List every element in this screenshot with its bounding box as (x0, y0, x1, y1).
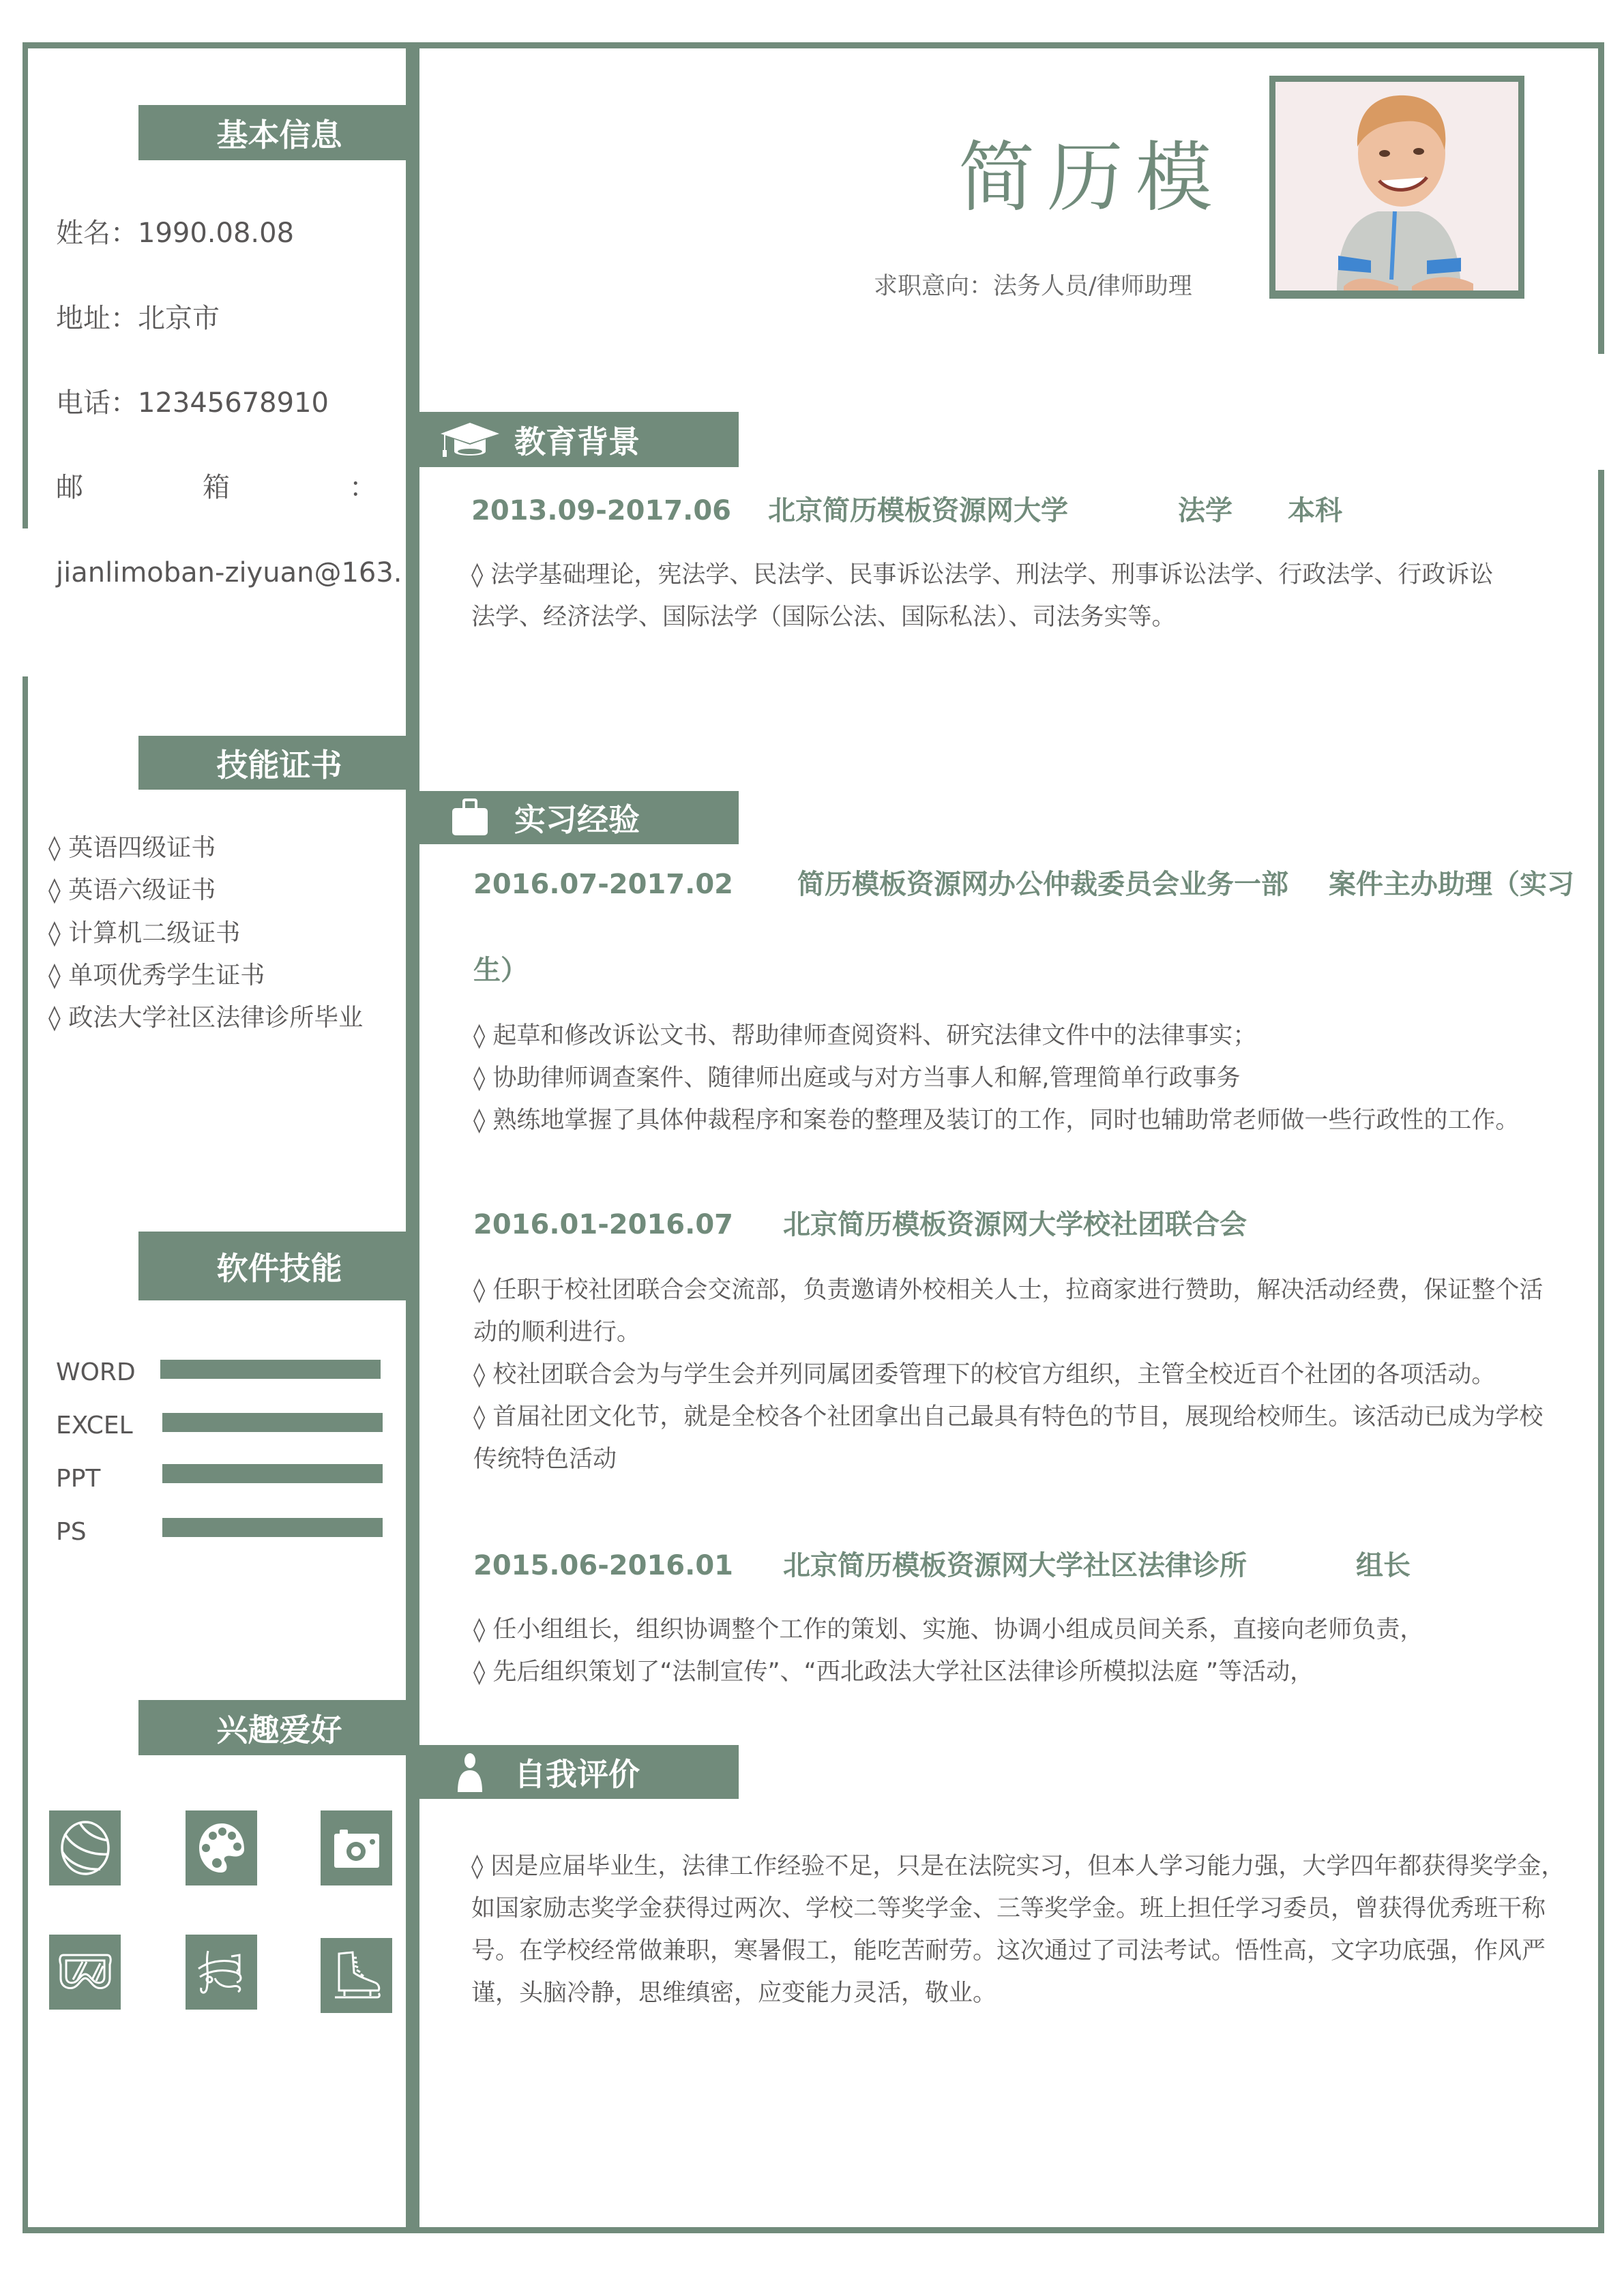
hobby-skating (321, 1938, 392, 2013)
experience-date: 2016.07-2017.02 (473, 869, 733, 900)
section-header-self-evaluation (419, 1745, 739, 1799)
page-title: 简历模 (958, 134, 1224, 222)
description-line: 号。在学校经常做兼职，寒暑假工，能吃苦耐劳。这次通过了司法考试。悟性高，文字功底强，作风严 (471, 1937, 1546, 1965)
certificate-item: ◊ 政法大学社区法律诊所毕业 (48, 1004, 364, 1032)
column-divider (406, 42, 419, 2233)
experience-description (473, 1609, 1592, 1693)
description-line: ◊ 任职于校社团联合会交流部，负责邀请外校相关人士，拉商家进行赞助，解决活动经费，保证整个活 (473, 1277, 1544, 1304)
section-title: 基本信息 (216, 116, 342, 153)
frame-right-upper (1598, 42, 1604, 354)
description-line: ◊ 熟练地掌握了具体仲裁程序和案卷的整理及装订的工作，同时也辅助常老师做一些行政性的工作。 (473, 1107, 1520, 1134)
education-degree: 本科 (1288, 495, 1342, 526)
experience-role: 组长 (1356, 1550, 1411, 1581)
description-line: 动的顺利进行。 (473, 1319, 641, 1346)
description-line: 传统特色活动 (473, 1446, 617, 1473)
goggles-icon (58, 1951, 113, 1993)
name-row: 姓名：1990.08.08 (56, 218, 295, 249)
profile-photo (1269, 76, 1524, 299)
certificate-item: ◊ 英语四级证书 (48, 834, 216, 862)
description-line: 如国家励志奖学金获得过两次、学校二等奖学金、三等奖学金。班上担任学习委员，曾获得优秀班干称 (471, 1895, 1546, 1922)
software-level-bar (160, 1360, 381, 1379)
certificate-item: ◊ 英语六级证书 (48, 876, 216, 904)
education-major: 法学 (1178, 495, 1232, 526)
description-line: 谨，头脑冷静，思维缜密，应变能力灵活，敬业。 (471, 1980, 997, 2007)
section-title: 软件技能 (216, 1249, 342, 1287)
music-icon (194, 1948, 249, 1996)
email-label-char: ： (349, 472, 377, 503)
experience-org: 北京简历模板资源网大学社区法律诊所 (783, 1550, 1247, 1581)
section-header-software (138, 1232, 407, 1300)
phone-row: 电话：12345678910 (56, 387, 329, 419)
description-line: 法学、经济法学、国际法学（国际公法、国际私法）、司法务实等。 (471, 603, 1176, 631)
frame-top (23, 42, 1604, 48)
job-objective: 求职意向：法务人员/律师助理 (874, 273, 1192, 300)
experience-role: 案件主办助理（实习 (1329, 869, 1574, 900)
experience-org: 简历模板资源网办公仲裁委员会业务一部 (797, 869, 1288, 900)
camera-icon (333, 1827, 381, 1869)
ice-skate-icon (332, 1950, 381, 2001)
section-header-basic-info (138, 105, 407, 160)
education-description (471, 554, 1590, 638)
email-label-char: 邮 (56, 472, 83, 503)
ball-icon (59, 1820, 111, 1876)
software-name: EXCEL (56, 1412, 133, 1440)
self-evaluation-text (471, 1845, 1604, 2014)
section-header-education (419, 412, 739, 467)
avatar (1275, 82, 1518, 290)
email-label (56, 474, 377, 501)
email-value[interactable]: jianlimoban-ziyuan@163. (56, 557, 402, 588)
section-title: 教育背景 (514, 423, 640, 460)
section-header-certificates (138, 736, 407, 790)
section-title: 自我评价 (514, 1755, 640, 1793)
experience-org: 北京简历模板资源网大学校社团联合会 (783, 1209, 1247, 1240)
software-name: PPT (56, 1465, 101, 1493)
description-line: ◊ 首届社团文化节，就是全校各个社团拿出自己最具有特色的节目，展现给校师生。该活动已成为学校 (473, 1403, 1544, 1431)
hobby-painting (186, 1810, 257, 1885)
frame-left-lower (23, 676, 28, 2233)
description-line: ◊ 协助律师调查案件、随律师出庭或与对方当事人和解,管理简单行政事务 (473, 1064, 1241, 1092)
section-title: 技能证书 (216, 746, 342, 784)
education-school: 北京简历模板资源网大学 (768, 495, 1068, 526)
frame-left-upper (23, 42, 28, 528)
experience-description (473, 1269, 1592, 1480)
experience-description (473, 1015, 1592, 1142)
graduation-cap-icon (439, 421, 501, 458)
description-line: ◊ 校社团联合会为与学生会并列同属团委管理下的校官方组织，主管全校近百个社团的各项活动。 (473, 1361, 1496, 1388)
hobby-photography (321, 1810, 392, 1885)
software-level-bar (162, 1413, 383, 1432)
description-line: ◊ 法学基础理论，宪法学、民法学、民事诉讼法学、刑法学、刑事诉讼法学、行政法学、行政诉讼 (471, 561, 1494, 588)
experience-date: 2016.01-2016.07 (473, 1209, 733, 1240)
address-row: 地址：北京市 (56, 303, 220, 334)
software-name: WORD (56, 1358, 136, 1386)
section-title: 实习经验 (514, 801, 640, 838)
hobby-skiing (49, 1935, 121, 2010)
software-name: PS (56, 1518, 87, 1546)
software-level-bar (162, 1518, 383, 1537)
software-level-bar (162, 1464, 383, 1483)
email-label-char: 箱 (203, 472, 230, 503)
education-date: 2013.09-2017.06 (471, 495, 731, 526)
person-icon (455, 1753, 485, 1792)
experience-role-wrap: 生） (473, 955, 528, 986)
section-header-experience (419, 791, 739, 844)
description-line: ◊ 起草和修改诉讼文书、帮助律师查阅资料、研究法律文件中的法律事实； (473, 1022, 1257, 1049)
description-line: ◊ 因是应届毕业生，法律工作经验不足，只是在法院实习，但本人学习能力强，大学四年都获得奖学金， (471, 1853, 1565, 1880)
hobby-ball (49, 1810, 121, 1885)
section-header-hobbies (138, 1700, 407, 1755)
hobby-music (186, 1935, 257, 2010)
palette-icon (198, 1822, 246, 1874)
frame-bottom (25, 2227, 1604, 2233)
briefcase-icon (451, 799, 489, 837)
section-title: 兴趣爱好 (216, 1711, 342, 1748)
certificate-item: ◊ 计算机二级证书 (48, 919, 241, 947)
description-line: ◊ 先后组织策划了“法制宣传”、“西北政法大学社区法律诊所模拟法庭 ”等活动， (473, 1658, 1314, 1686)
experience-date: 2015.06-2016.01 (473, 1550, 733, 1581)
description-line: ◊ 任小组组长，组织协调整个工作的策划、实施、协调小组成员间关系，直接向老师负责， (473, 1616, 1424, 1643)
certificate-item: ◊ 单项优秀学生证书 (48, 961, 265, 989)
